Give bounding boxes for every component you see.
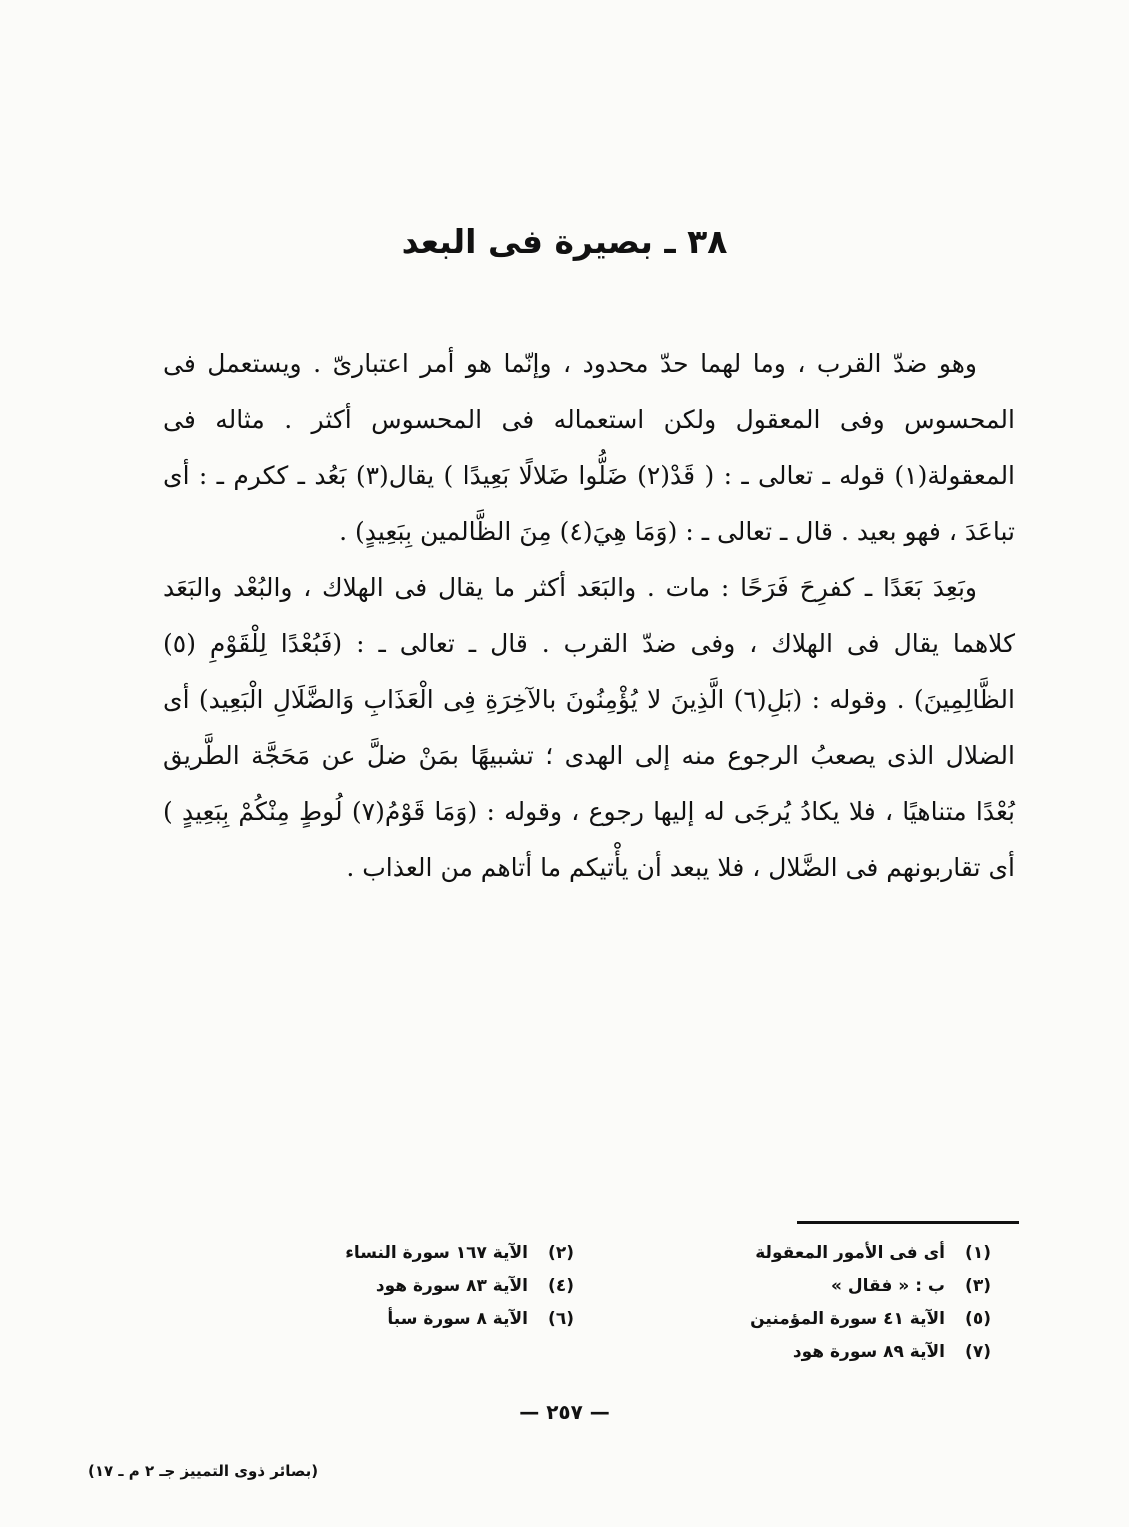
- footnote-number: (٤): [548, 1276, 574, 1296]
- footnote-number: (٢): [548, 1243, 574, 1263]
- footnote-text: الآية ٨٣ سورة هود: [375, 1276, 528, 1296]
- book-signature: (بصائر ذوى التمييز جـ ٢ م ـ ١٧): [88, 1462, 319, 1480]
- footnote-item: [691, 1237, 991, 1270]
- footnote-divider: [797, 1221, 1019, 1224]
- footnote-text: الآية ١٦٧ سورة النساء: [345, 1243, 528, 1263]
- footnote-text: الآية ٨٩ سورة هود: [792, 1342, 945, 1362]
- footnote-number: (٥): [965, 1309, 991, 1329]
- footnote-item: [274, 1303, 574, 1336]
- footnote-text: الآية ٨ سورة سبأ: [387, 1309, 528, 1329]
- page-number: — ٢٥٧ —: [519, 1400, 610, 1424]
- footnote-number: (١): [965, 1243, 991, 1263]
- footnotes-left-column: [274, 1237, 574, 1336]
- footnote-text: ب : « فقال »: [830, 1276, 945, 1296]
- footnote-item: [274, 1237, 574, 1270]
- chapter-title: ٣٨ ـ بصيرة فى البعد: [401, 222, 728, 261]
- footnotes-right-column: [691, 1237, 991, 1369]
- footnote-number: (٧): [965, 1342, 991, 1362]
- footnote-item: [691, 1303, 991, 1336]
- footnote-item: [691, 1270, 991, 1303]
- footnote-item: [691, 1336, 991, 1369]
- footnote-text: الآية ٤١ سورة المؤمنين: [750, 1309, 945, 1329]
- footnote-number: (٦): [548, 1309, 574, 1329]
- footnote-text: أى فى الأمور المعقولة: [755, 1243, 945, 1263]
- footnote-number: (٣): [965, 1276, 991, 1296]
- paragraph-1: وهو ضدّ القرب ، وما لهما حدّ محدود ، وإنّما هو أمر اعتبارىّ . ويستعمل فى المحسوس وفى المعقول ولكن استعماله فى المحسوس أكثر . مثاله فى المعقولة(١) قوله ـ تعالى ـ : ( قَدْ(٢) ضَلُّوا ضَلالًا بَعِيدًا ) يقال(٣) بَعُد ـ ككرم ـ : أى تباعَدَ ، فهو بعيد . قال ـ تعالى ـ : (وَمَا هِيَ(٤) مِنَ الظَّالمين بِبَعِيدٍ) .: [163, 349, 1016, 546]
- paragraph-2: وبَعِدَ بَعَدًا ـ كفرِحَ فَرَحًا : مات . والبَعَد أكثر ما يقال فى الهلاك ، والبُعْد والبَعَد كلاهما يقال فى الهلاك ، وفى ضدّ القرب . قال ـ تعالى ـ : (فَبُعْدًا لِلْقَوْمِ (٥) الظَّالِمِينَ) . وقوله : (بَلِ(٦) الَّذِينَ لا يُؤْمِنُونَ بالآخِرَةِ فِى الْعَذَابِ وَالضَّلَالِ الْبَعِيد) أى الضلال الذى يصعبُ الرجوع منه إلى الهدى ؛ تشبيهًا بمَنْ ضلَّ عن مَحَجَّة الطَّريق بُعْدًا متناهيًا ، فلا يكادُ يُرجَى له إليها رجوع ، وقوله : (وَمَا قَوْمُ(٧) لُوطٍ مِنْكُمْ بِبَعِيدٍ ) أى تقاربونهم فى الضَّلال ، فلا يبعد أن يأْتيكم ما أتاهم من العذاب .: [163, 573, 1015, 882]
- main-text: [163, 336, 1015, 896]
- footnote-item: [274, 1270, 574, 1303]
